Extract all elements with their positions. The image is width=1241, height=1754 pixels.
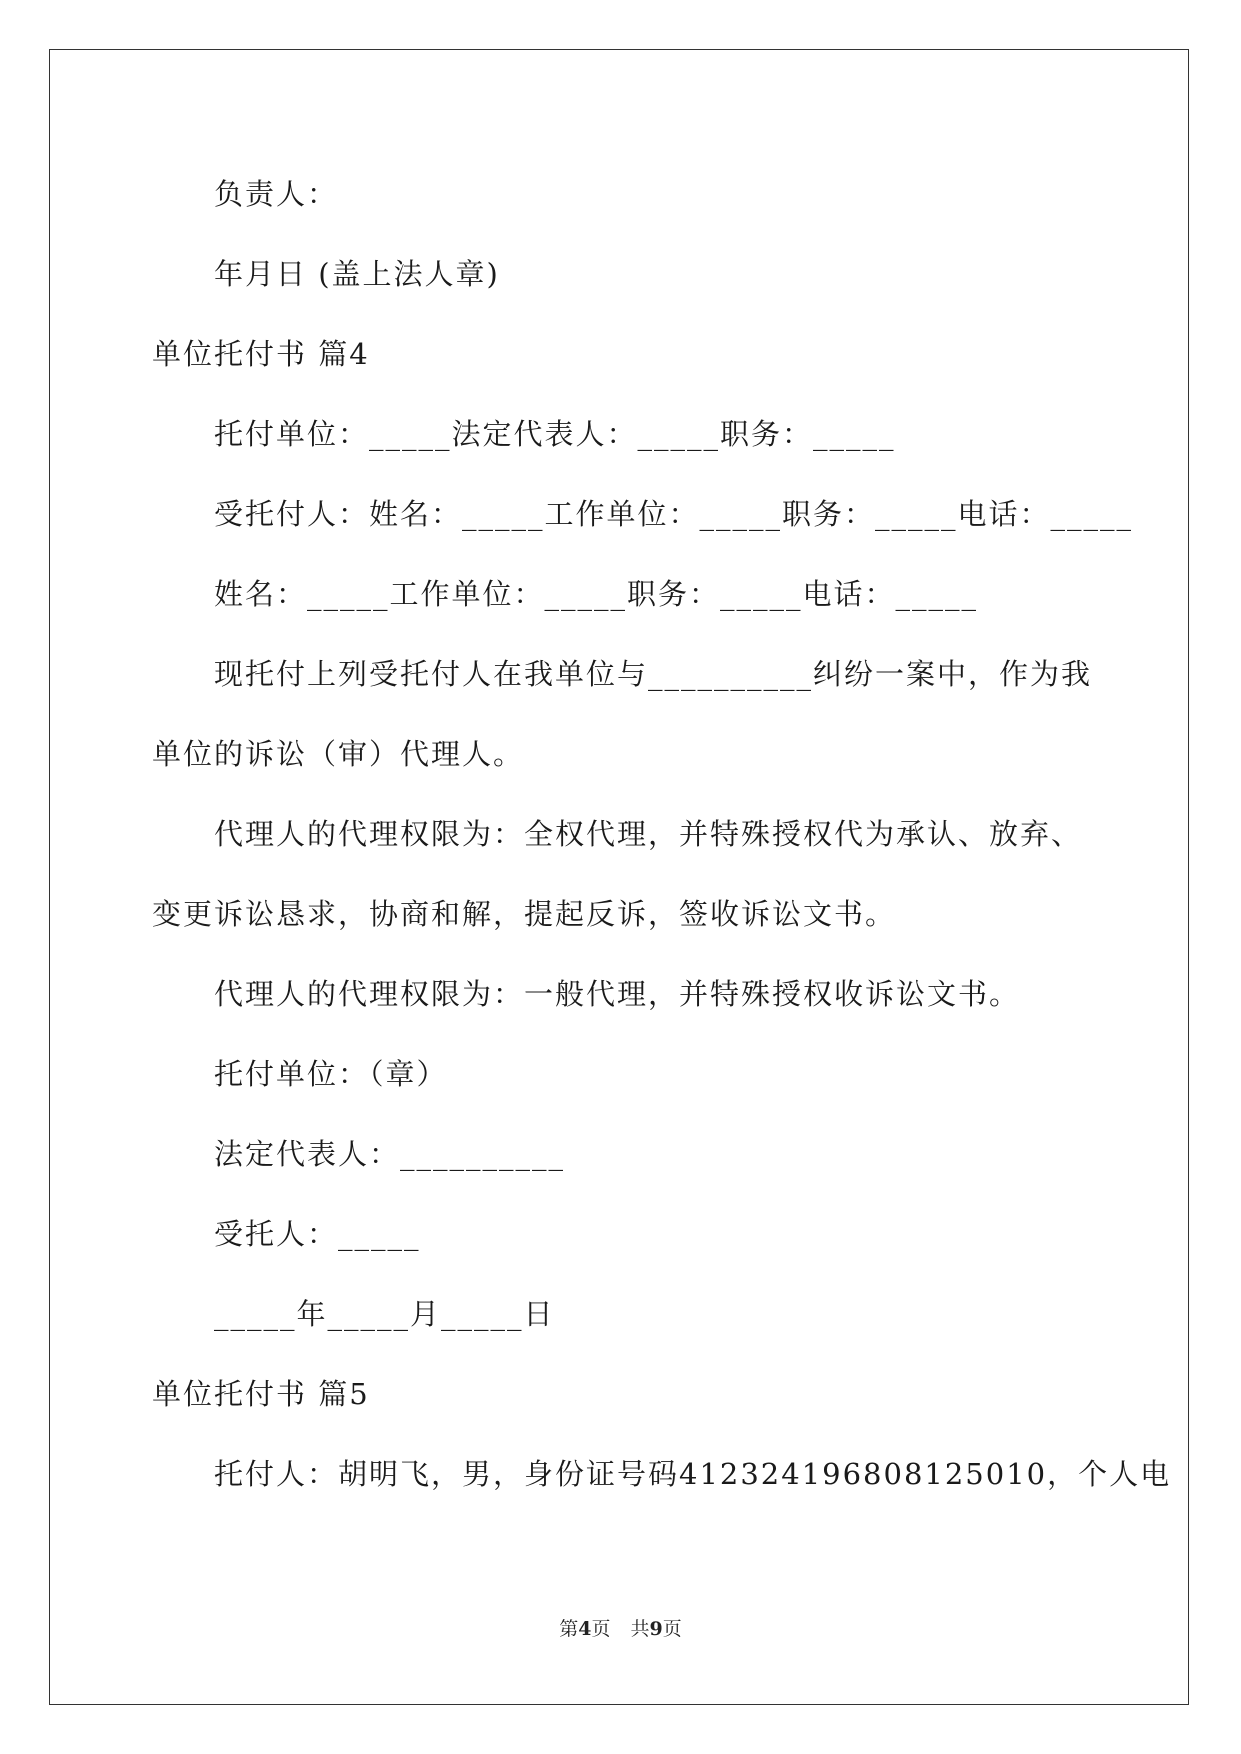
text-line-general-authority: 代理人的代理权限为：一般代理，并特殊授权收诉讼文书。 (214, 977, 1021, 1011)
text-line-full-authority: 代理人的代理权限为：全权代理，并特殊授权代为承认、放弃、 (214, 817, 1083, 851)
text-line-entrustment-statement: 现托付上列受托付人在我单位与__________纠纷一案中，作为我 (214, 657, 1093, 691)
footer-total-suffix: 页 (662, 1618, 682, 1640)
text-line-trustee-2: 姓名：_____工作单位：_____职务：_____电话：_____ (214, 577, 979, 611)
text-line-principal-info: 托付人：胡明飞，男，身份证号码412324196808125010，个人电 (214, 1457, 1172, 1491)
text-line-entrustment-statement-cont: 单位的诉讼（审）代理人。 (152, 737, 525, 771)
text-line-unit-seal: 托付单位：（章） (214, 1057, 448, 1091)
text-line-legal-representative: 法定代表人：__________ (214, 1137, 566, 1171)
text-line-date-blank: _____年_____月_____日 (214, 1297, 555, 1331)
footer-total-pages: 9 (649, 1618, 663, 1640)
page-footer (0, 1616, 1241, 1642)
text-line-trustee-signature: 受托人：_____ (214, 1217, 421, 1251)
text-line-responsible-person: 负责人： (214, 177, 339, 211)
section-heading-part-4: 单位托付书 篇4 (152, 337, 370, 371)
text-line-full-authority-cont: 变更诉讼恳求，协商和解，提起反诉，签收诉讼文书。 (152, 897, 897, 931)
footer-page-suffix: 页 (591, 1618, 611, 1640)
text-line-trustee-1: 受托付人：姓名：_____工作单位：_____职务：_____电话：_____ (214, 497, 1134, 531)
text-line-entrusting-unit: 托付单位：_____法定代表人：_____职务：_____ (214, 417, 896, 451)
text-line-date-seal: 年月日 (盖上法人章) (214, 257, 500, 291)
footer-page-number: 4 (578, 1618, 592, 1640)
section-heading-part-5: 单位托付书 篇5 (152, 1377, 370, 1411)
footer-page-prefix: 第 (559, 1618, 579, 1640)
footer-total-prefix: 共 (630, 1618, 650, 1640)
